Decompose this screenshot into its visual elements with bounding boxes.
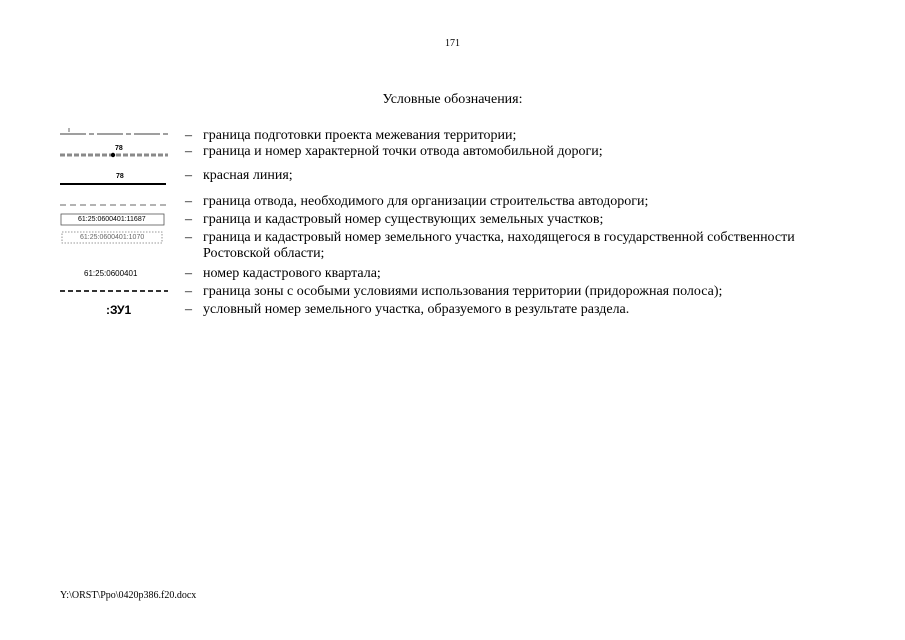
existing-parcel-number: 61:25:0600401:11687: [78, 216, 146, 223]
legend-text: граница подготовки проекта межевания территории;: [203, 128, 517, 143]
road-point-number: 78: [115, 145, 123, 152]
legend-text: условный номер земельного участка, образуемого в результате раздела.: [203, 302, 630, 317]
legend-row-new-parcel: :ЗУ1 – условный номер земельного участка, образуемого в результате раздела.: [58, 302, 858, 320]
legend-text: граница и кадастровый номер земельного участка, находящегося в государственной собственности Ростовской области;: [203, 230, 795, 261]
red-line-number: 78: [116, 173, 124, 180]
legend-text: граница и кадастровый номер существующих земельных участков;: [203, 212, 604, 227]
state-parcel-number: 61:25:0600401:1070: [80, 234, 145, 241]
legend-row-construction-boundary: – граница отвода, необходимого для организации строительства автодороги;: [58, 194, 858, 212]
legend-text: красная линия;: [203, 168, 293, 183]
legend-row-existing-parcels: 61:25:0600401:11687 – граница и кадастровый номер существующих земельных участков;: [58, 212, 858, 230]
red-line-symbol: [58, 168, 170, 186]
legend-row-roadside-zone: – граница зоны с особыми условиями использования территории (придорожная полоса);: [58, 284, 858, 302]
legend-row-project-boundary: – граница подготовки проекта межевания территории;: [58, 128, 858, 146]
legend-row-red-line: 78 – красная линия;: [58, 168, 858, 186]
legend-row-state-parcel: 61:25:0600401:1070 – граница и кадастровый номер земельного участка, находящегося в государственной собственности Ростовской области;: [58, 230, 858, 266]
construction-boundary-symbol: [58, 194, 170, 212]
road-point-symbol: [58, 144, 170, 162]
legend-text: граница зоны с особыми условиями использования территории (придорожная полоса);: [203, 284, 723, 299]
legend-text: граница и номер характерной точки отвода автомобильной дороги;: [203, 144, 603, 159]
legend-text: граница отвода, необходимого для организации строительства автодороги;: [203, 194, 649, 209]
cadastral-quarter-number: 61:25:0600401: [84, 269, 138, 278]
legend-row-road-point: 78 – граница и номер характерной точки отвода автомобильной дороги;: [58, 144, 858, 162]
file-path-footer: Y:\ORST\Ppo\0420p386.f20.docx: [60, 590, 197, 601]
roadside-zone-symbol: [58, 284, 170, 302]
legend-text: номер кадастрового квартала;: [203, 266, 381, 281]
legend-row-cadastral-quarter: 61:25:0600401 – номер кадастрового квартала;: [58, 266, 858, 284]
legend-title: Условные обозначения:: [382, 92, 523, 107]
new-parcel-number: :ЗУ1: [106, 303, 132, 317]
page-number: 171: [445, 38, 460, 49]
